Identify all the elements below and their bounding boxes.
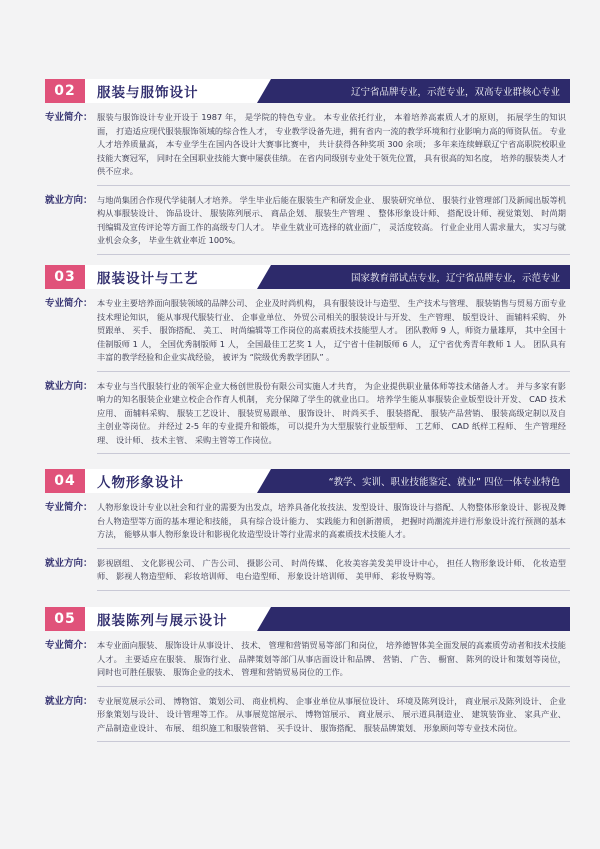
- intro-text: 人物形象设计专业以社会和行业的需要为出发点，培养具备化妆技法、发型设计、服饰设计与搭配、人物整体形象设计、影视及舞台人物造型等方面的基本理论和技能， 具有综合设计能力、 实践能力和创新潜质， 把握时尚潮流并进行形象设计流行预测的基本方法， 能够从事人物形象设计和影视化妆造型设计等行业需求的高素质技术技能人才。: [97, 502, 566, 539]
- career-text: 影视剧组、 文化影视公司、 广告公司、 摄影公司、 时尚传媒、 化妆美容美发美甲设计中心， 担任人物形象设计师、 化妆造型师、 影视人物造型师、 彩妆培训师、 电台造型师、 形象设计培训师、 美甲师、 彩妆导购等。: [97, 557, 566, 581]
- section-number: 04: [45, 469, 85, 493]
- career-row: [45, 194, 570, 248]
- divider: [97, 371, 570, 372]
- section-number: 05: [45, 607, 85, 631]
- section-title: 服装陈列与展示设计: [85, 607, 257, 631]
- intro-label: 专业简介：: [45, 112, 93, 123]
- section-header: [45, 79, 570, 103]
- intro-row: [45, 297, 570, 365]
- career-label: 就业方向：: [45, 194, 93, 206]
- section-header: [45, 265, 570, 289]
- divider: [97, 686, 570, 687]
- divider: [97, 741, 570, 742]
- career-label: 就业方向：: [45, 380, 93, 392]
- intro-label: 专业简介：: [45, 298, 93, 309]
- intro-text: 服装与服饰设计专业开设于 1987 年， 是学院的特色专业。 本专业依托行业， 本着培养高素质人才的原则， 拓展学生的知识面， 打造适应现代服装服饰领域的综合性人才， 专业教学设备先进，拥有省内一流的教学环境和行业影响力高的师资队伍。 专业人才培养质量高， 本专业学生在国内各设计大赛事比赛中， 共计获得各种奖项 300 余项； 多年来连续蝉联辽宁省高职院校职业技能大赛冠军， 同时在全国职业技能大赛中屡获佳绩。 在省内同级别专业处于领先位置， 具有很高的知名度， 培养的服装类人才供不应求。: [97, 112, 566, 176]
- title-slant: [257, 607, 271, 631]
- career-text: 与地尚集团合作现代学徒制人才培养。 学生毕业后能在服装生产和研发企业、 服装研究单位、 服装行业管理部门及新闻出版等机构从事服装设计、 饰品设计、 服装陈列展示、 商品企划、 服装生产管理 、 整体形象设计师、 搭配设计师、视觉策划、 时尚期刊编辑及宣传评论等方面工作的高级专门人才。 毕业生就业可选择的就业面广， 灵活度较高。 行业企业用人需求量大， 实习与就业机会众多， 毕业生就业率近 100%。: [97, 194, 566, 245]
- section-number: 03: [45, 265, 85, 289]
- section-title: 人物形象设计: [85, 469, 257, 493]
- section-04: [45, 469, 570, 591]
- intro-text: 本专业主要培养面向服装领域的品牌公司、 企业及时尚机构， 具有服装设计与造型、 生产技术与管理、 服装销售与贸易方面专业技术理论知识， 能从事现代服装行业、 企事业单位、 外贸公司相关的服装设计与开发、 生产管理、 版型设计、 面辅料采购、 外贸跟单、 买手、 服饰搭配、 美工、 时尚编辑等工作岗位的高素质技术技能型人才。 团队教师 9 人，师资力量雄厚， 其中全国十佳制版师 1 人， 全国优秀制版师 1 人， 全国最佳工艺奖 1 人， 辽宁省十佳制版师 6 人， 辽宁省优秀青年教师 1 人。 团队具有丰富的教学经验和企业实战经验， 被评为 “院级优秀教学团队” 。: [97, 298, 566, 362]
- divider: [97, 254, 570, 255]
- intro-label: 专业简介：: [45, 502, 93, 513]
- title-slant: [257, 265, 271, 289]
- section-title: 服装与服饰设计: [85, 79, 257, 103]
- section-tagline: 辽宁省品牌专业，示范专业，双高专业群核心专业: [350, 87, 560, 98]
- career-label: 就业方向：: [45, 695, 93, 707]
- section-05: [45, 607, 570, 742]
- section-header: [45, 607, 570, 631]
- intro-row: [45, 501, 570, 542]
- divider: [97, 548, 570, 549]
- divider: [97, 453, 570, 454]
- section-title: 服装设计与工艺: [85, 265, 257, 289]
- career-row: [45, 557, 570, 584]
- career-text: 专业展览展示公司、 博物馆、 策划公司、 商业机构、 企事业单位从事展位设计、 环境及陈列设计， 商业展示及陈列设计、 企业形象策划与设计、 设计管理等工作。 从事展览馆展示、 博物馆展示、 商业展示、 展示道具制造业、 建筑装饰业、 家具产业、 产品制造业设计、 布展、 组织施工和服装营销、 买手设计、 服饰搭配、 服装品牌策划、 形象顾问等专业技术岗位。: [97, 695, 566, 733]
- career-row: [45, 380, 570, 448]
- divider: [97, 590, 570, 591]
- section-number: 02: [45, 79, 85, 103]
- career-row: [45, 695, 570, 736]
- intro-label: 专业简介：: [45, 640, 93, 651]
- section-header: [45, 469, 570, 493]
- section-02: [45, 79, 570, 255]
- divider: [97, 185, 570, 186]
- intro-row: [45, 111, 570, 179]
- intro-text: 本专业面向服装、 服饰设计从事设计、 技术、 管理和营销贸易等部门和岗位， 培养德智体美全面发展的高素质劳动者和技术技能人才。 主要适应在服装、 服饰行业、 品牌策划等部门从事店面设计和品牌、 营销、 广告、 橱窗、 陈列的设计和策划等岗位， 同时也可胜任服装、 服饰企业的技术、 管理和营销贸易岗位的工作。: [97, 640, 566, 677]
- title-slant: [257, 469, 271, 493]
- career-label: 就业方向：: [45, 557, 93, 569]
- title-slant: [257, 79, 271, 103]
- intro-row: [45, 639, 570, 680]
- career-text: 本专业与当代服装行业的领军企业大杨创世股份有限公司实施人才共育， 为企业提供职业量体师等技术储备人才。 并与多家有影响力的知名服装企业建立校企合作育人机制， 充分保障了学生的就业出口。 培养学生能从事服装企业版型设计开发、 CAD 技术应用、 面辅料采购、 服装工艺设计、 服装贸易跟单、 服饰设计、 时尚买手、 服装搭配、 服装产品营销、 服装高级定制以及自主创业等岗位。 并经过 2-5 年的专业提升和锻炼， 可以提升为大型服装行业版型师、 工艺师、 CAD 纸样工程师、 生产管理经理、 设计师、 技术主管、 采购主管等工作岗位。: [97, 380, 566, 445]
- section-03: [45, 265, 570, 454]
- section-tagline: “教学、实训、职业技能鉴定、就业” 四位一体专业特色: [328, 477, 560, 488]
- section-tagline: 国家教育部试点专业，辽宁省品牌专业，示范专业: [350, 273, 560, 284]
